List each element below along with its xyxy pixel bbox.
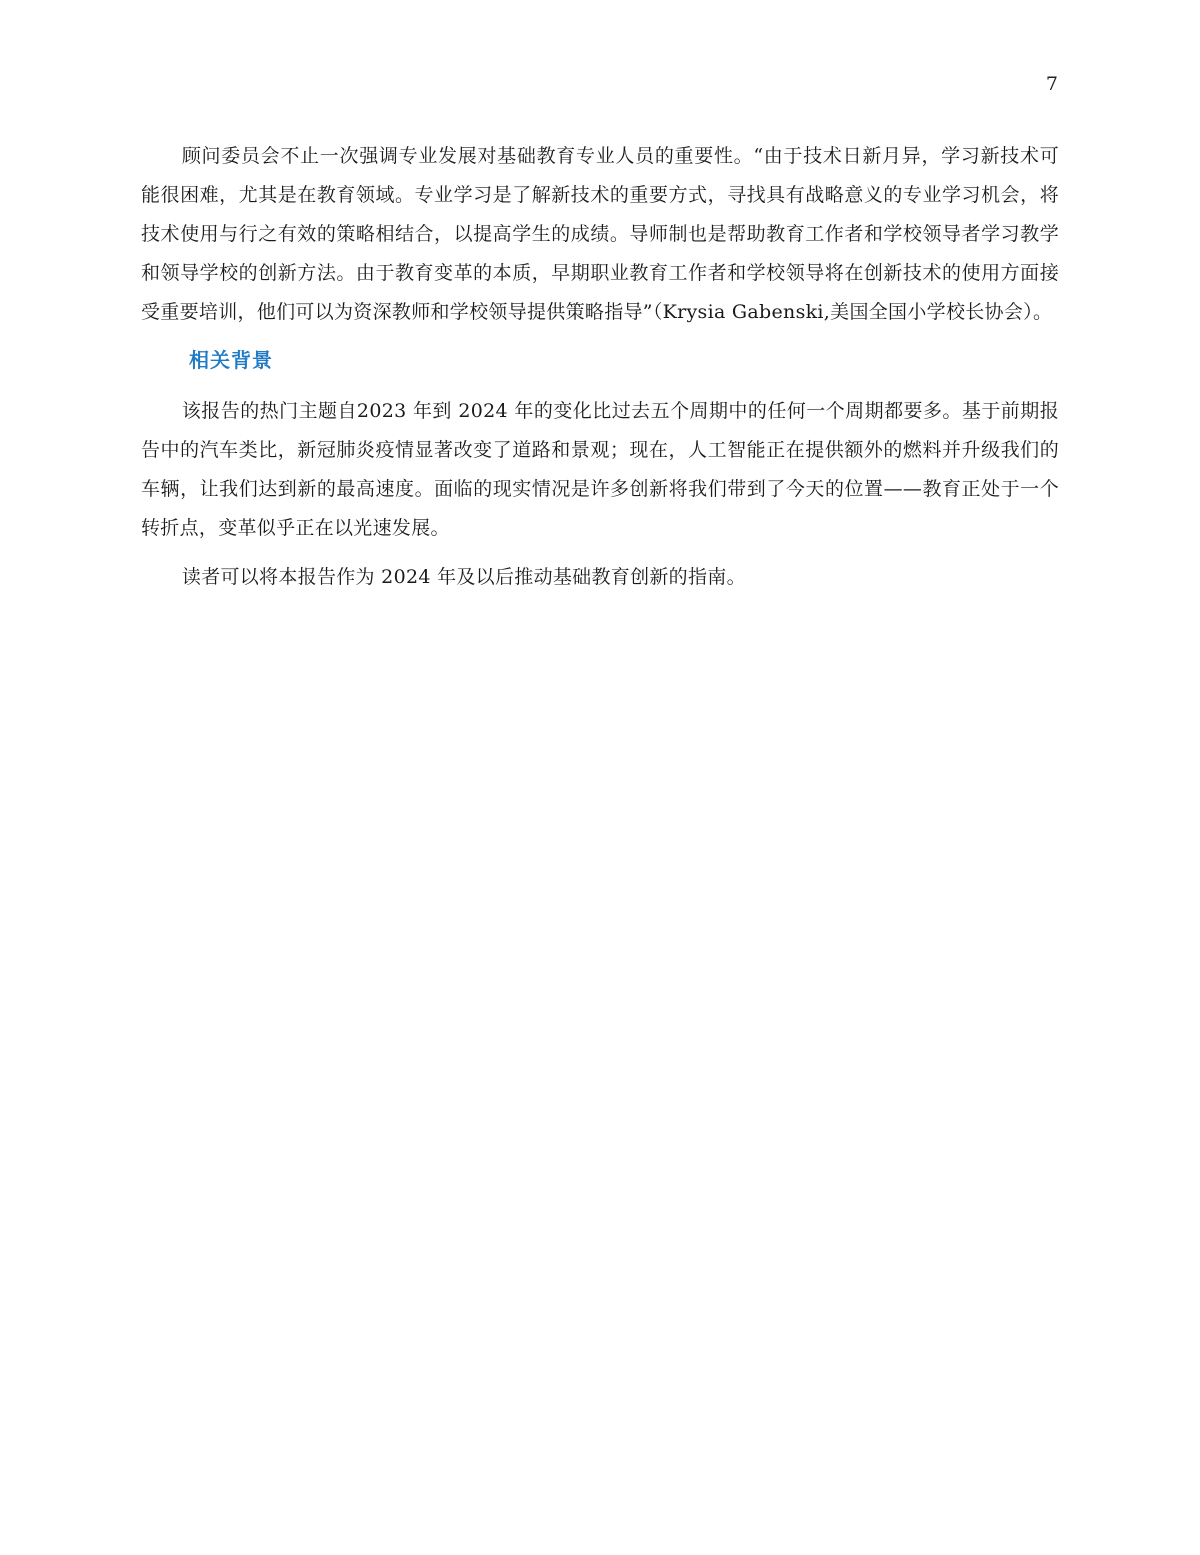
page-number: 7 [1045,73,1058,95]
paragraph-advisory-board: 顾问委员会不止一次强调专业发展对基础教育专业人员的重要性。“由于技术日新月异，学习新技术可能很困难，尤其是在教育领域。专业学习是了解新技术的重要方式，寻找具有战略意义的专业学习机会，将技术使用与行之有效的策略相结合，以提高学生的成绩。导师制也是帮助教育工作者和学校领导者学习教学和领导学校的创新方法。由于教育变革的本质，早期职业教育工作者和学校领导将在创新技术的使用方面接受重要培训，他们可以为资深教师和学校领导提供策略指导”（Krysia Gabenski,美国全国小学校长协会）。 [141,145,1059,323]
document-body [141,137,1059,597]
paragraph-reader-guide: 读者可以将本报告作为 2024 年及以后推动基础教育创新的指南。 [181,566,746,588]
paragraph-report-topics: 该报告的热门主题自2023 年到 2024 年的变化比过去五个周期中的任何一个周期都要多。基于前期报告中的汽车类比，新冠肺炎疫情显著改变了道路和景观；现在，人工智能正在提供额外的燃料并升级我们的车辆，让我们达到新的最高速度。面临的现实情况是许多创新将我们带到了今天的位置——教育正处于一个转折点，变革似乎正在以光速发展。 [141,400,1059,539]
section-heading-related-background: 相关背景 [189,348,273,372]
